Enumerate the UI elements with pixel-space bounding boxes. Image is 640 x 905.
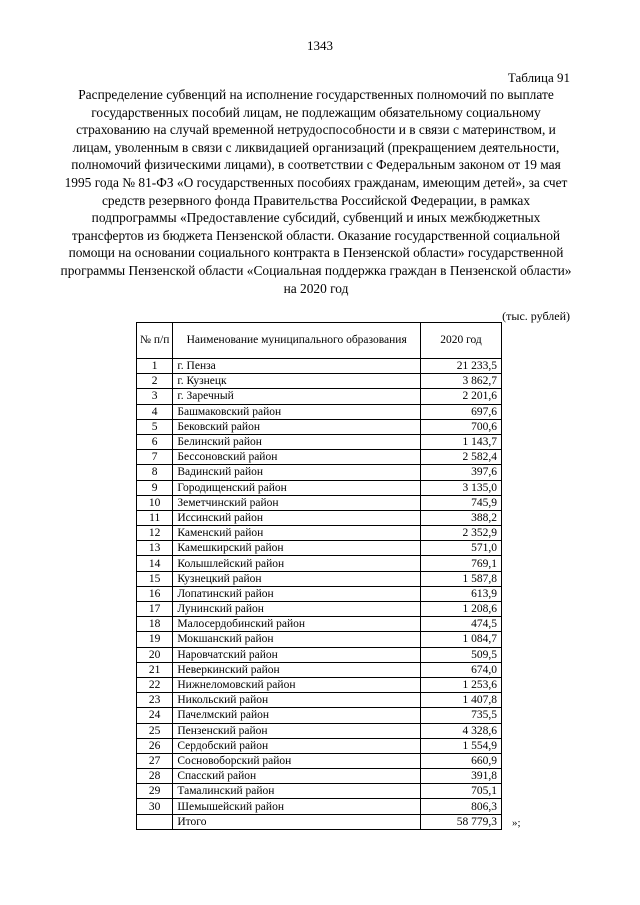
row-num: 1	[137, 359, 173, 374]
table-row	[137, 677, 502, 692]
row-name: Пензенский район	[173, 723, 421, 738]
row-num: 7	[137, 450, 173, 465]
table-row	[137, 586, 502, 601]
table-row	[137, 769, 502, 784]
row-value: 1 143,7	[421, 434, 502, 449]
table-row	[137, 374, 502, 389]
row-name: Наровчатский район	[173, 647, 421, 662]
row-num: 18	[137, 617, 173, 632]
table-row	[137, 541, 502, 556]
row-name: Малосердобинский район	[173, 617, 421, 632]
row-num: 28	[137, 769, 173, 784]
row-name: Бессоновский район	[173, 450, 421, 465]
table-row	[137, 419, 502, 434]
row-value: 474,5	[421, 617, 502, 632]
row-num: 11	[137, 510, 173, 525]
row-value: 1 587,8	[421, 571, 502, 586]
subvention-table	[136, 322, 502, 830]
table-row	[137, 784, 502, 799]
table-row	[137, 556, 502, 571]
row-name: Кузнецкий район	[173, 571, 421, 586]
row-num: 12	[137, 526, 173, 541]
row-num: 19	[137, 632, 173, 647]
page-number: 1343	[307, 38, 333, 53]
row-num: 4	[137, 404, 173, 419]
row-name: Сердобский район	[173, 738, 421, 753]
table-row	[137, 465, 502, 480]
table-row	[137, 602, 502, 617]
row-num: 21	[137, 662, 173, 677]
table-row	[137, 359, 502, 374]
row-name: Земетчинский район	[173, 495, 421, 510]
row-value: 735,5	[421, 708, 502, 723]
row-num: 24	[137, 708, 173, 723]
row-value: 1 084,7	[421, 632, 502, 647]
row-name: Никольский район	[173, 693, 421, 708]
row-value: 3 135,0	[421, 480, 502, 495]
table-row	[137, 738, 502, 753]
row-value: 806,3	[421, 799, 502, 814]
table-row	[137, 526, 502, 541]
row-name: г. Пенза	[173, 359, 421, 374]
table-row	[137, 404, 502, 419]
row-name: Городищенский район	[173, 480, 421, 495]
row-name: Каменский район	[173, 526, 421, 541]
table-row	[137, 647, 502, 662]
row-value: 397,6	[421, 465, 502, 480]
row-value: 700,6	[421, 419, 502, 434]
header-value: 2020 год	[421, 323, 502, 359]
row-value: 660,9	[421, 753, 502, 768]
row-num: 16	[137, 586, 173, 601]
table-row	[137, 510, 502, 525]
unit-note: (тыс. рублей)	[502, 309, 570, 323]
row-name: Вадинский район	[173, 465, 421, 480]
table-row	[137, 723, 502, 738]
total-label: Итого	[173, 814, 421, 829]
row-num: 13	[137, 541, 173, 556]
row-name: Спасский район	[173, 769, 421, 784]
row-name: Белинский район	[173, 434, 421, 449]
header-num: № п/п	[137, 323, 173, 359]
row-value: 3 862,7	[421, 374, 502, 389]
row-value: 21 233,5	[421, 359, 502, 374]
row-num: 2	[137, 374, 173, 389]
row-num: 26	[137, 738, 173, 753]
row-value: 391,8	[421, 769, 502, 784]
row-num: 9	[137, 480, 173, 495]
row-value: 613,9	[421, 586, 502, 601]
table-row	[137, 480, 502, 495]
row-name: Камешкирский район	[173, 541, 421, 556]
row-num: 29	[137, 784, 173, 799]
row-name: Нижнеломовский район	[173, 677, 421, 692]
row-num: 15	[137, 571, 173, 586]
table-label: Таблица 91	[507, 70, 570, 85]
row-value: 697,6	[421, 404, 502, 419]
table-row	[137, 708, 502, 723]
row-value: 1 554,9	[421, 738, 502, 753]
row-value: 2 352,9	[421, 526, 502, 541]
row-num: 3	[137, 389, 173, 404]
table-row	[137, 632, 502, 647]
row-value: 509,5	[421, 647, 502, 662]
table-row	[137, 799, 502, 814]
row-num: 22	[137, 677, 173, 692]
row-num: 14	[137, 556, 173, 571]
row-name: г. Кузнецк	[173, 374, 421, 389]
row-name: Пачелмский район	[173, 708, 421, 723]
row-name: Лопатинский район	[173, 586, 421, 601]
row-name: Шемышейский район	[173, 799, 421, 814]
row-num: 8	[137, 465, 173, 480]
total-num	[137, 814, 173, 829]
row-value: 388,2	[421, 510, 502, 525]
row-value: 674,0	[421, 662, 502, 677]
row-name: Тамалинский район	[173, 784, 421, 799]
table-row	[137, 495, 502, 510]
row-name: Сосновоборский район	[173, 753, 421, 768]
row-name: Башмаковский район	[173, 404, 421, 419]
row-value: 745,9	[421, 495, 502, 510]
row-value: 1 208,6	[421, 602, 502, 617]
row-name: Колышлейский район	[173, 556, 421, 571]
table-row	[137, 571, 502, 586]
row-value: 2 582,4	[421, 450, 502, 465]
table-row	[137, 389, 502, 404]
row-value: 769,1	[421, 556, 502, 571]
row-num: 27	[137, 753, 173, 768]
row-num: 6	[137, 434, 173, 449]
row-value: 4 328,6	[421, 723, 502, 738]
row-num: 17	[137, 602, 173, 617]
table-row	[137, 434, 502, 449]
table-row	[137, 450, 502, 465]
row-name: Иссинский район	[173, 510, 421, 525]
row-name: г. Заречный	[173, 389, 421, 404]
table-row	[137, 617, 502, 632]
row-num: 25	[137, 723, 173, 738]
row-name: Неверкинский район	[173, 662, 421, 677]
row-num: 5	[137, 419, 173, 434]
row-value: 2 201,6	[421, 389, 502, 404]
row-value: 1 253,6	[421, 677, 502, 692]
row-value: 571,0	[421, 541, 502, 556]
table-row	[137, 753, 502, 768]
table-row	[137, 662, 502, 677]
table-row	[137, 693, 502, 708]
total-value: 58 779,3	[421, 814, 502, 829]
total-row	[137, 814, 502, 829]
row-name: Бековский район	[173, 419, 421, 434]
document-title: Распределение субвенций на исполнение государственных полномочий по выплате государственных пособий лицам, не подлежащим обязательному социальному страхованию на случай временной нетрудоспособности и в связи с материнством, и лицам, уволенным в связи с ликвидацией организаций (прекращением деятельности, полномочий физическими лицами), в соответствии с Федеральным законом от 19 мая 1995 года № 81-ФЗ «О государственных пособиях гражданам, имеющим детей», за счет средств резервного фонда Правительства Российской Федерации, в рамках подпрограммы «Предоставление субсидий, субвенций и иных межбюджетных трансфертов из бюджета Пензенской области. Оказание государственной социальной помощи на основании социального контракта в Пензенской области» государственной программы Пензенской области «Социальная поддержка граждан в Пензенской области» на 2020 год	[60, 87, 572, 296]
end-mark: »;	[512, 817, 521, 829]
row-num: 20	[137, 647, 173, 662]
row-num: 10	[137, 495, 173, 510]
row-num: 30	[137, 799, 173, 814]
row-num: 23	[137, 693, 173, 708]
table-header-row	[137, 323, 502, 359]
row-name: Лунинский район	[173, 602, 421, 617]
row-value: 1 407,8	[421, 693, 502, 708]
row-value: 705,1	[421, 784, 502, 799]
header-name: Наименование муниципального образования	[173, 323, 421, 359]
row-name: Мокшанский район	[173, 632, 421, 647]
